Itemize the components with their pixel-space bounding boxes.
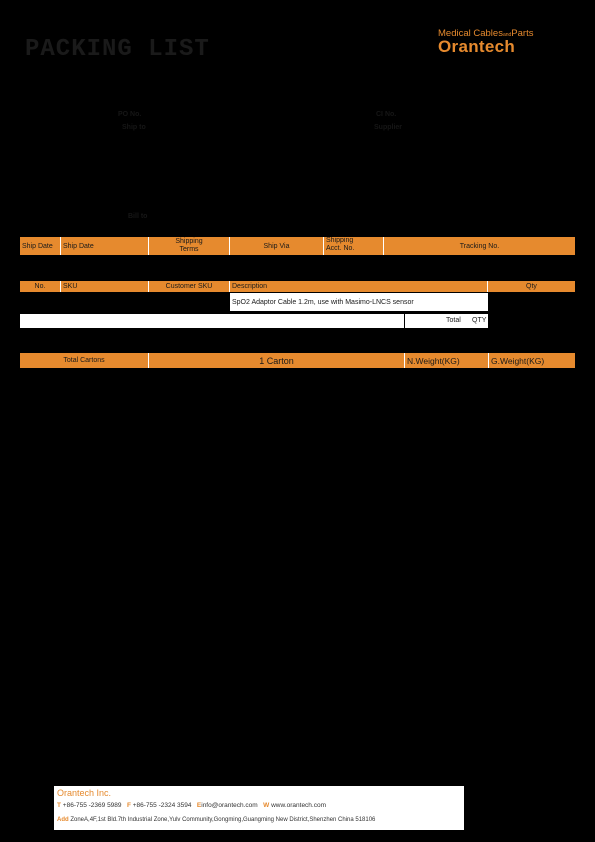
header-sku: SKU [61, 281, 149, 292]
header-description: Description [230, 281, 488, 292]
table-row [230, 293, 488, 311]
header-ship-date-2: Ship Date [61, 237, 149, 255]
total-qty-label: QTY [472, 317, 487, 324]
header-qty: Qty [526, 283, 537, 290]
net-weight-label: N.Weight(KG) [405, 353, 489, 368]
total-divider [404, 314, 405, 328]
summary-row [20, 353, 575, 368]
supplier-label: Supplier [374, 124, 403, 131]
ci-no-label: CI No. [376, 111, 397, 118]
header-tracking-no: Tracking No. [459, 242, 500, 250]
header-customer-sku: Customer SKU [149, 281, 230, 292]
items-header-row [20, 281, 575, 292]
footer-address-line: Add ZoneA,4F,1st Bld.7th Industrial Zone,Yulv Community,Gongming,Guangming New District,Shenzhen China 518106 [57, 817, 376, 823]
logo-tagline: Medical CablesandParts [438, 28, 534, 39]
total-label: Total [446, 317, 461, 324]
footer-fax: +86-755 -2324 3594 [132, 802, 192, 809]
gross-weight-label: G.Weight(KG) [491, 355, 545, 366]
footer-phone: +86-755 -2369 5989 [62, 802, 122, 809]
header-ship-date-1: Ship Date [20, 237, 61, 255]
footer-company: Orantech Inc. [57, 788, 112, 798]
footer-email[interactable]: info@orantech.com [201, 802, 258, 809]
bill-to-label: Bill to [128, 213, 148, 220]
footer-contact [54, 786, 464, 830]
footer-address: ZoneA,4F,1st Bld.7th Industrial Zone,Yulv Community,Gongming,Guangming New District,Shenzhen China 518106 [70, 817, 376, 823]
header-shipping-acct: Shipping Acct. No. [324, 237, 384, 255]
po-no-label: PO No. [118, 111, 142, 118]
page-title: PACKING LIST [25, 36, 210, 63]
ship-to-label: Ship to [122, 124, 146, 131]
total-cartons-label: Total Cartons [20, 353, 149, 368]
shipping-header-row [20, 237, 575, 255]
header-ship-via: Ship Via [230, 237, 324, 255]
footer-website[interactable]: www.orantech.com [271, 802, 327, 809]
header-shipping-terms: Shipping Terms [149, 237, 230, 255]
cartons-value: 1 Carton [149, 353, 405, 368]
company-logo [438, 28, 548, 58]
header-no: No. [20, 281, 61, 292]
total-row [20, 314, 488, 328]
footer-contact-line: T +86-755 -2369 5989 F +86-755 -2324 3594 Einfo@orantech.com W www.orantech.com [57, 802, 327, 809]
item-description: SpO2 Adaptor Cable 1.2m, use with Masimo-LNCS sensor [232, 298, 414, 306]
logo-name: Orantech [438, 37, 516, 56]
